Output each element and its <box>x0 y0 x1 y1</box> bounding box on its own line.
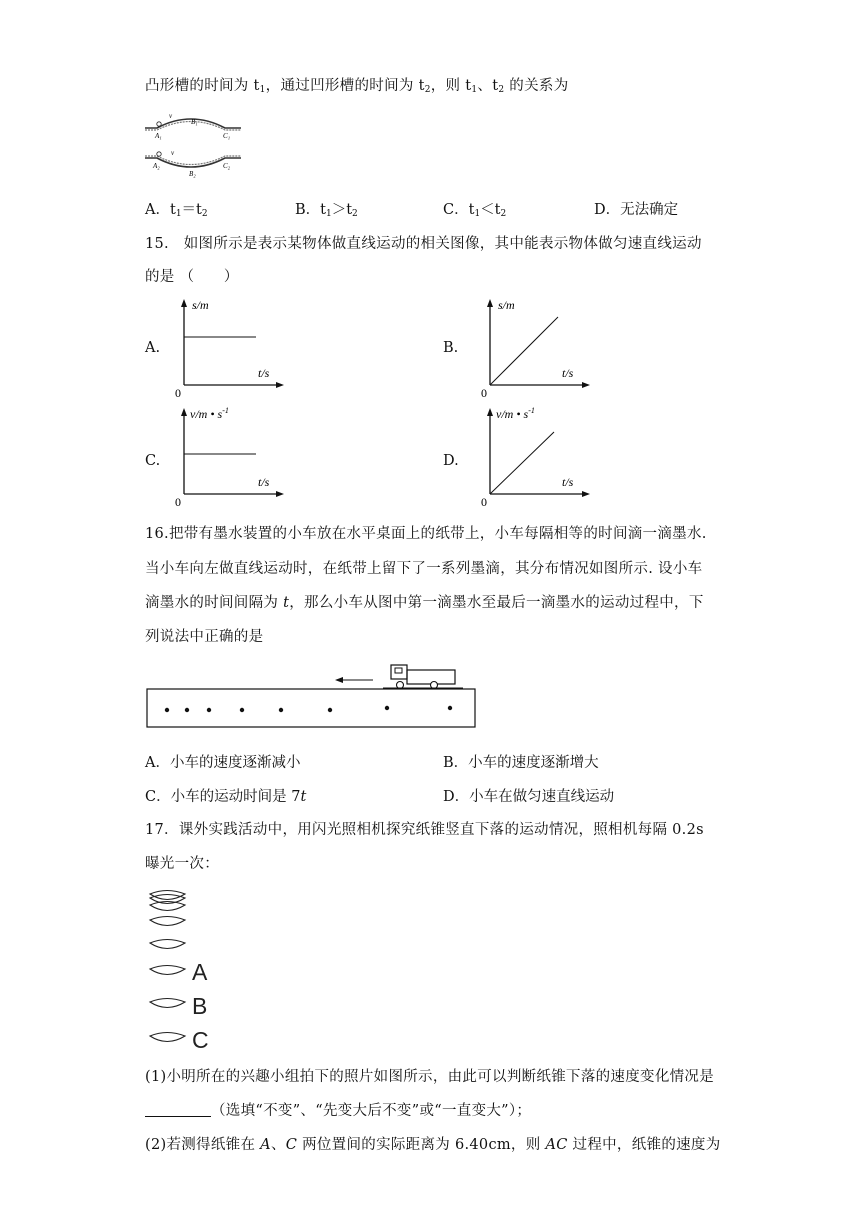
q15-graph-a <box>170 295 290 400</box>
q16-option-c: C．小车的运动时间是 7t <box>145 789 307 805</box>
svg-text:t/s: t/s <box>258 475 270 489</box>
svg-text:t/s: t/s <box>562 366 574 380</box>
q16-stem-line3: 滴墨水的时间间隔为 t，那么小车从图中第一滴墨水至最后一滴墨水的运动过程中，下 <box>145 595 704 611</box>
q14-option-c: C．$t_1<t_2$ <box>443 202 507 219</box>
groove-figure <box>143 108 243 178</box>
q14-option-a: A．$t_1=t_2$ <box>145 202 208 219</box>
answer-blank[interactable] <box>145 1102 211 1117</box>
q14-option-b: B．$t_1>t_2$ <box>295 202 358 219</box>
q14-stem: 凸形槽的时间为 $t_1$，通过凹形槽的时间为 $t_2$，则 $t_1$、$t_2$ 的关系为 <box>145 78 569 95</box>
svg-text:B₂: B₂ <box>189 170 196 178</box>
svg-text:v/m • s-1: v/m • $s^{-1}$ <box>190 406 229 421</box>
q15-label-a: A. <box>145 340 161 356</box>
svg-text:B: B <box>192 993 208 1019</box>
svg-text:0: 0 <box>481 386 487 400</box>
q17-stem-line2: 曝光一次： <box>145 856 219 872</box>
q17-stem-line1: 17．课外实践活动中，用闪光照相机探究纸锥竖直下落的运动情况，照相机每隔 0.2s <box>145 822 704 838</box>
svg-text:v/m • s-1: v/m • $s^{-1}$ <box>496 406 535 421</box>
svg-text:A₂: A₂ <box>153 162 160 170</box>
ink-drops <box>165 706 452 712</box>
q14-option-d: D．无法确定 <box>594 202 679 218</box>
svg-text:0: 0 <box>175 386 181 400</box>
svg-text:C: C <box>192 1027 209 1050</box>
svg-text:s/m: s/m <box>498 298 515 312</box>
svg-text:0: 0 <box>175 495 181 507</box>
q15-label-d: D. <box>443 453 459 469</box>
q16-option-b: B．小车的速度逐渐增大 <box>443 755 599 771</box>
q16-stem-line1: 16.把带有墨水装置的小车放在水平桌面上的纸带上，小车每隔相等的时间滴一滴墨水. <box>145 526 707 542</box>
q16-stem-line4: 列说法中正确的是 <box>145 629 264 645</box>
q16-stem-line2: 当小车向左做直线运动时，在纸带上留下了一系列墨滴，其分布情况如图所示. 设小车 <box>145 561 703 577</box>
q15-graph-d <box>476 402 596 507</box>
paper-cone-figure <box>145 885 225 1050</box>
svg-text:v: v <box>171 149 175 157</box>
svg-text:A₁: A₁ <box>155 132 162 140</box>
q15-label-b: B. <box>443 340 459 356</box>
ink-tape-figure <box>145 660 480 730</box>
q15-stem-line1: 15. 如图所示是表示某物体做直线运动的相关图像，其中能表示物体做匀速直线运动 <box>145 236 702 252</box>
q17-part2-line1: (2)若测得纸锥在 A、C 两位置间的实际距离为 6.40cm，则 AC 过程中，纸锥的速度为 <box>145 1137 721 1153</box>
svg-text:0: 0 <box>481 495 487 507</box>
svg-text:t/s: t/s <box>258 366 270 380</box>
svg-text:t/s: t/s <box>562 475 574 489</box>
q15-stem-line2: 的是 （ ） <box>145 269 239 285</box>
q16-option-d: D．小车在做匀速直线运动 <box>443 789 615 805</box>
q15-graph-b <box>476 295 596 400</box>
svg-text:C₁: C₁ <box>223 132 231 140</box>
q15-label-c: C. <box>145 453 161 469</box>
q17-part1-line1: (1)小明所在的兴趣小组拍下的照片如图所示，由此可以判断纸锥下落的速度变化情况是 <box>145 1069 715 1085</box>
q16-option-a: A．小车的速度逐渐减小 <box>145 755 301 771</box>
truck-icon <box>383 665 463 689</box>
svg-text:v: v <box>169 112 173 120</box>
svg-text:B₁: B₁ <box>191 118 198 126</box>
q17-part1-line2: （选填“不变”、“先变大后不变”或“一直变大”）； <box>145 1099 531 1120</box>
q15-graph-c <box>170 402 290 507</box>
svg-text:A: A <box>192 959 208 985</box>
svg-text:C₂: C₂ <box>223 162 231 170</box>
svg-text:s/m: s/m <box>192 298 209 312</box>
